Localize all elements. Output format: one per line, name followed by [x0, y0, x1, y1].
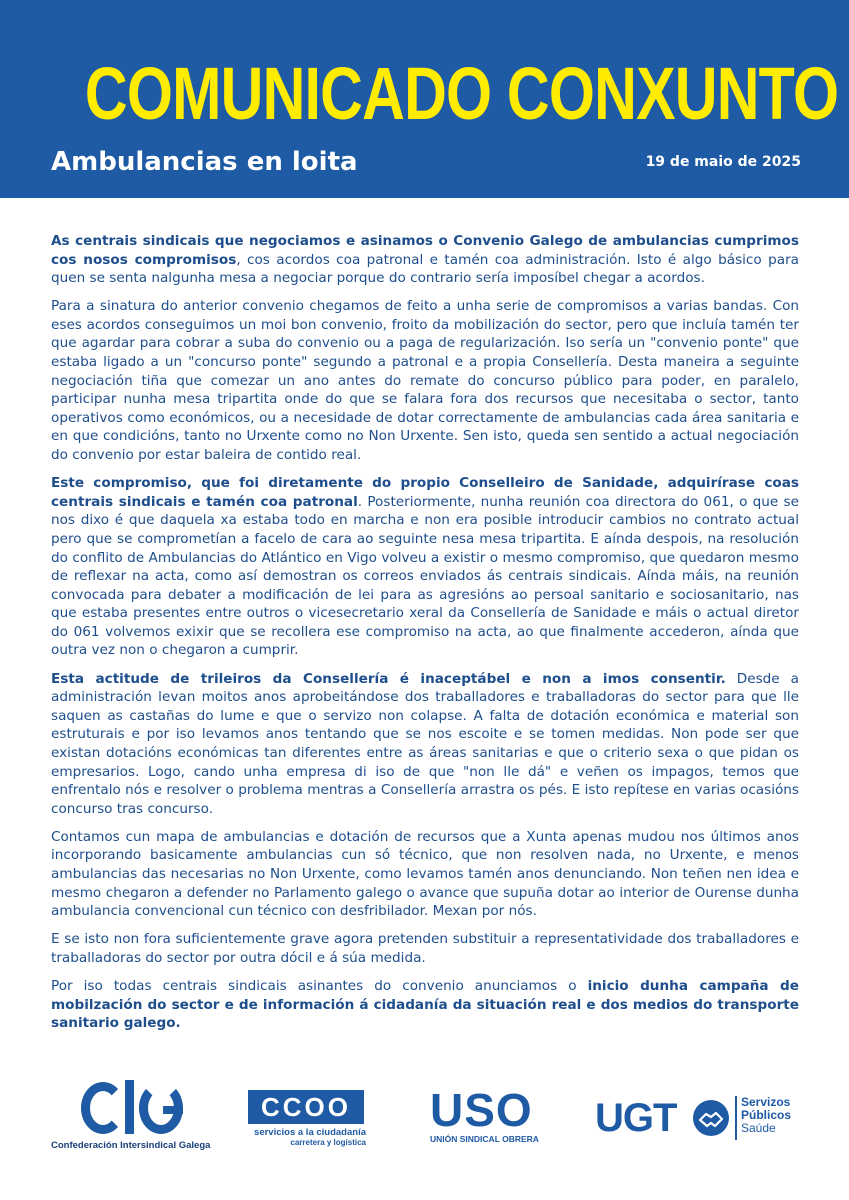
paragraph-1: [51, 232, 799, 288]
paragraph-4: [51, 670, 799, 819]
ugt-sp-line3: Saúde: [741, 1121, 776, 1135]
ccoo-mark: [248, 1090, 364, 1124]
uso-word: USO: [430, 1084, 533, 1136]
uso-caption: UNIÓN SINDICAL OBRERA: [430, 1134, 539, 1144]
cig-mark-icon: [81, 1080, 191, 1134]
paragraph-7-text: Por iso todas centrais sindicais asinantes do convenio anunciamos o: [51, 977, 588, 994]
paragraph-1-bold: As centrais sindicais que negociamos e asinamos o Convenio Galego de ambulancias cumprimos cos nosos compromisos: [51, 233, 799, 268]
publication-date: 19 de maio de 2025: [645, 154, 801, 170]
union-logos: [0, 1080, 849, 1160]
ccoo-logo: [248, 1090, 366, 1147]
paragraph-4-text: Desde a administración levan moitos anos aprobeitándose dos traballadores e traballadoras do sector para que lle saquen as castañas do lume e que o servizo non colapse. A falta de dotación económica e material son estruturais e por iso levamos anos tentando que se nos escoite e se tomen medidas. Non pode ser que existan dotacións económicas tan diferentes entre as áreas sanitarias e que o criterio sexa o que pidan os empresarios. Logo, cando unha empresa di iso de que "non lle dá" e veñen os impagos, temos que enfrentalo nós e resolver o problema mentras a Consellería arrastra os pés. E isto repítese en varias ocasións concurso tras concurso.: [51, 670, 799, 817]
cig-logo: [51, 1080, 211, 1151]
ugt-sp-line1: Servizos: [741, 1095, 791, 1109]
page-subtitle: Ambulancias en loita: [51, 147, 358, 177]
paragraph-3: [51, 474, 799, 660]
paragraph-5: [51, 828, 799, 921]
paragraph-3-text: . Posteriormente, nunha reunión coa directora do 061, o que se nos dixo é que daquela xa estaba todo en marcha e non era posible introducir cambios no contrato actual pero que se comprometían a facelo de cara ao seguinte nesa mesa tripartita. E aínda despois, na resolución do conflito de Ambulancias do Atlántico en Vigo volveu a existir o mesmo compromiso, que quedaron mesmo de reflexar na acta, como así demostran os correos enviados ás centrais sindicais. Aínda máis, na reunión convocada para debater a modificación de lei para as agresións ao persoal sanitario e sociosanitario, nas que estaba presentes entre outros o vicesecretario xeral da Consellería de Sanidade e máis o actual diretor do 061 volvemos exixir que se recollera ese compromiso na acta, ao que finalmente accederon, aínda que outra vez non o chegaron a cumprir.: [51, 493, 799, 659]
ugt-word: UGT: [595, 1096, 677, 1140]
ugt-servizos-publicos: [741, 1096, 791, 1135]
page-title: COMUNICADO CONXUNTO: [84, 52, 839, 135]
ccoo-word: CCOO: [261, 1091, 351, 1122]
ccoo-caption-1: servicios a la ciudadanía: [254, 1127, 366, 1138]
ugt-divider: [735, 1096, 737, 1140]
paragraph-5-text: Contamos cun mapa de ambulancias e dotación de recursos que a Xunta apenas mudou nos últimos anos incorporando basicamente ambulancias cun só técnico, que non resolven nada, no Urxente, e menos ambulancias das necesarias no Non Urxente, como levamos tamén anos denunciando. Non teñen nen idea e mesmo chegaron a defender no Parlamento galego o avance que supuña dotar ao interior de Ourense dunha ambulancia convencional cun técnico con desfribilador. Mexan por nós.: [51, 828, 799, 920]
paragraph-2: [51, 297, 799, 464]
paragraph-7-bold: inicio dunha campaña de mobilzación do sector e de información á cidadanía da situación real e dos medios do transporte sanitario galego.: [51, 977, 799, 1032]
paragraph-6-text: E se isto non fora suficientemente grave agora pretenden substituir a representatividade dos traballadores e traballadoras do sector por outra dócil e á súa medida.: [51, 931, 799, 966]
paragraph-1-text: , cos acordos coa patronal e tamén coa administración. Isto é algo básico para quen se senta nalgunha mesa a negociar porque do contrario sería imposíbel chegar a acordos.: [51, 251, 799, 287]
paragraph-2-text: Para a sinatura do anterior convenio chegamos de feito a unha serie de compromisos a varias bandas. Con eses acordos conseguimos un moi bon convenio, froito da mobilización do sector, pero que incluía tamén ter que agardar para cobrar a suba do convenio ou a paga de regularización. Iso sería un "convenio ponte" que estaba ligado a un "concurso ponte" segundo a patronal e a propia Consellería. Desta maneira a seguinte negociación tiña que comezar un ano antes do remate do concurso público para poder, en paralelo, participar nunha mesa tripartita onde do que se falara fora dos recursos que necesitaba o sector, tanto operativos como económicos, ou a necesidade de dotar correctamente de ambulancias cada área sanitaria e en que condicións, tanto no Urxente como no Non Urxente. Sen isto, queda sen sentido a actual negociación do convenio por estar baleira de contido real.: [51, 298, 799, 464]
paragraph-6: [51, 930, 799, 967]
ccoo-caption-2: carretera y logística: [290, 1138, 366, 1147]
paragraph-7: [51, 977, 799, 1033]
header-banner: [0, 0, 849, 198]
document-body: [51, 232, 799, 1042]
uso-logo: [430, 1084, 542, 1144]
cig-caption: Confederación Intersindical Galega: [51, 1140, 211, 1151]
paragraph-4-bold: Esta actitude de trileiros da Consellería é inaceptábel e non a imos consentir.: [51, 670, 726, 687]
ugt-sp-line2: Públicos: [741, 1108, 792, 1122]
paragraph-3-bold: Este compromiso, que foi diretamente do propio Conselleiro de Sanidade, adquirírase coas centrais sindicais e tamén coa patronal: [51, 475, 799, 510]
handshake-icon: [693, 1100, 729, 1136]
